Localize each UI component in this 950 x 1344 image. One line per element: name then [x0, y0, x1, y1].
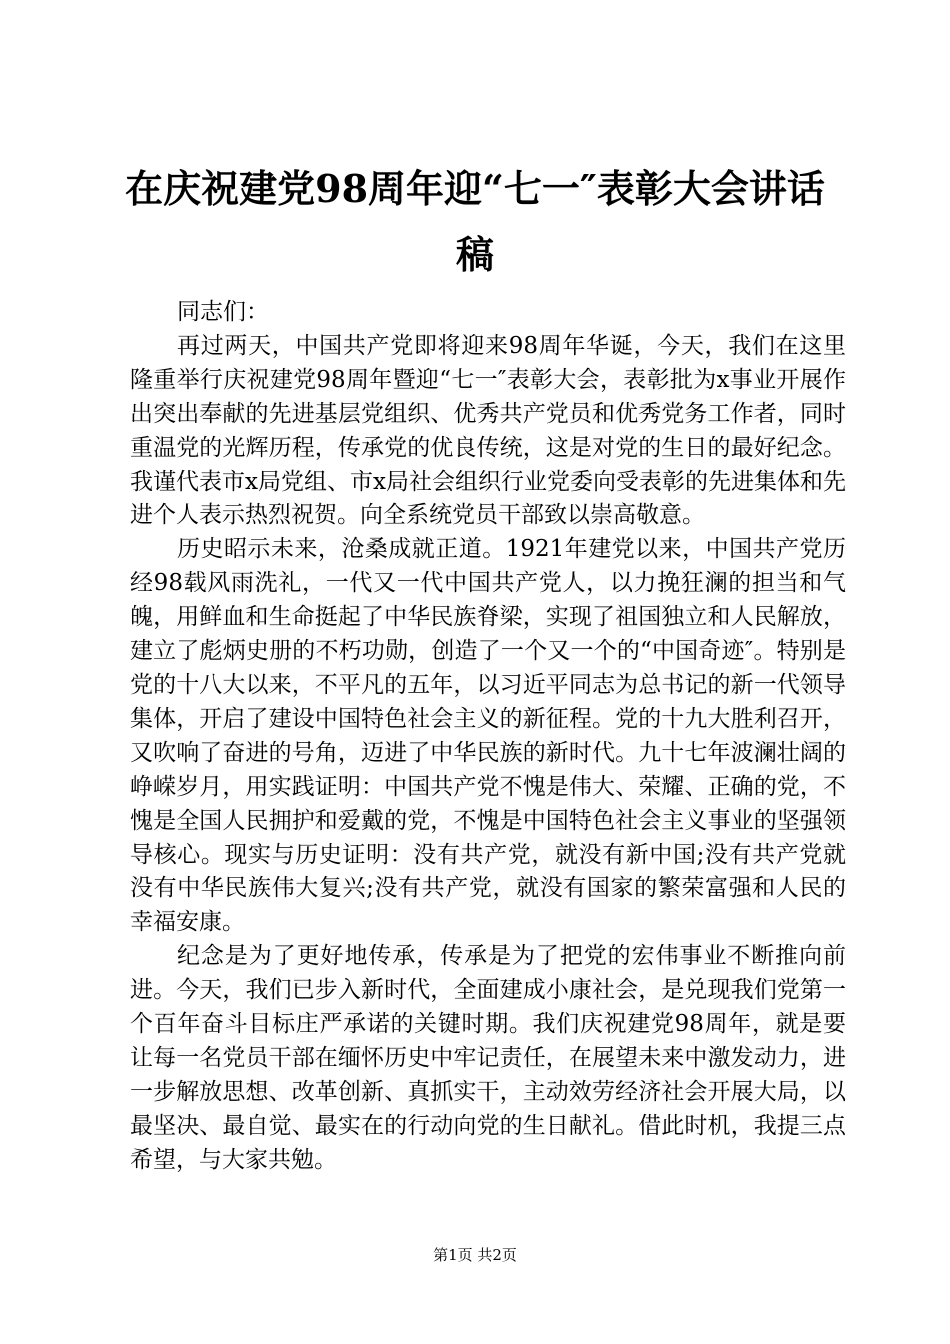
salutation: 同志们： — [177, 299, 269, 325]
document-title: 在庆祝建党98周年迎“七一″表彰大会讲话稿 — [125, 166, 825, 277]
paragraph-1: 再过两天，中国共产党即将迎来98周年华诞，今天，我们在这里隆重举行庆祝建党98周年暨迎“七一″表彰大会，表彰批为x事业开展作出突出奉献的先进基层党组织、优秀共产党员和优秀党务工作者，同时重温党的光辉历程，传承党的优良传统，这是对党的生日的最好纪念。我谨代表市x局党组、市x局社会组织行业党委向受表彰的先进集体和先进个人表示热烈祝贺。向全系统党员干部致以崇高敬意。 — [130, 332, 846, 529]
paragraph-2: 历史昭示未来，沧桑成就正道。1921年建党以来，中国共产党历经98载风雨洗礼，一代又一代中国共产党人，以力挽狂澜的担当和气魄，用鲜血和生命挺起了中华民族脊梁，实现了祖国独立和人民解放，建立了彪炳史册的不朽功勋，创造了一个又一个的“中国奇迹″。特别是党的十八大以来，不平凡的五年，以习近平同志为总书记的新一代领导集体，开启了建设中国特色社会主义的新征程。党的十九大胜利召开，又吹响了奋进的号角，迈进了中华民族的新时代。九十七年波澜壮阔的峥嵘岁月，用实践证明：中国共产党不愧是伟大、荣耀、正确的党，不愧是全国人民拥护和爱戴的党，不愧是中国特色社会主义事业的坚强领导核心。现实与历史证明：没有共产党，就没有新中国;没有共产党就没有中华民族伟大复兴;没有共产党，就没有国家的繁荣富强和人民的幸福安康。 — [130, 536, 846, 936]
document-body — [130, 296, 846, 1178]
page-footer: 第1页 共2页 — [433, 1246, 517, 1264]
paragraph-3: 纪念是为了更好地传承，传承是为了把党的宏伟事业不断推向前进。今天，我们已步入新时代，全面建成小康社会，是兑现我们党第一个百年奋斗目标庄严承诺的关键时期。我们庆祝建党98周年，就是要让每一名党员干部在缅怀历史中牢记责任，在展望未来中激发动力，进一步解放思想、改革创新、真抓实干，主动效劳经济社会开展大局，以最坚决、最自觉、最实在的行动向党的生日献礼。借此时机，我提三点希望，与大家共勉。 — [130, 943, 846, 1173]
